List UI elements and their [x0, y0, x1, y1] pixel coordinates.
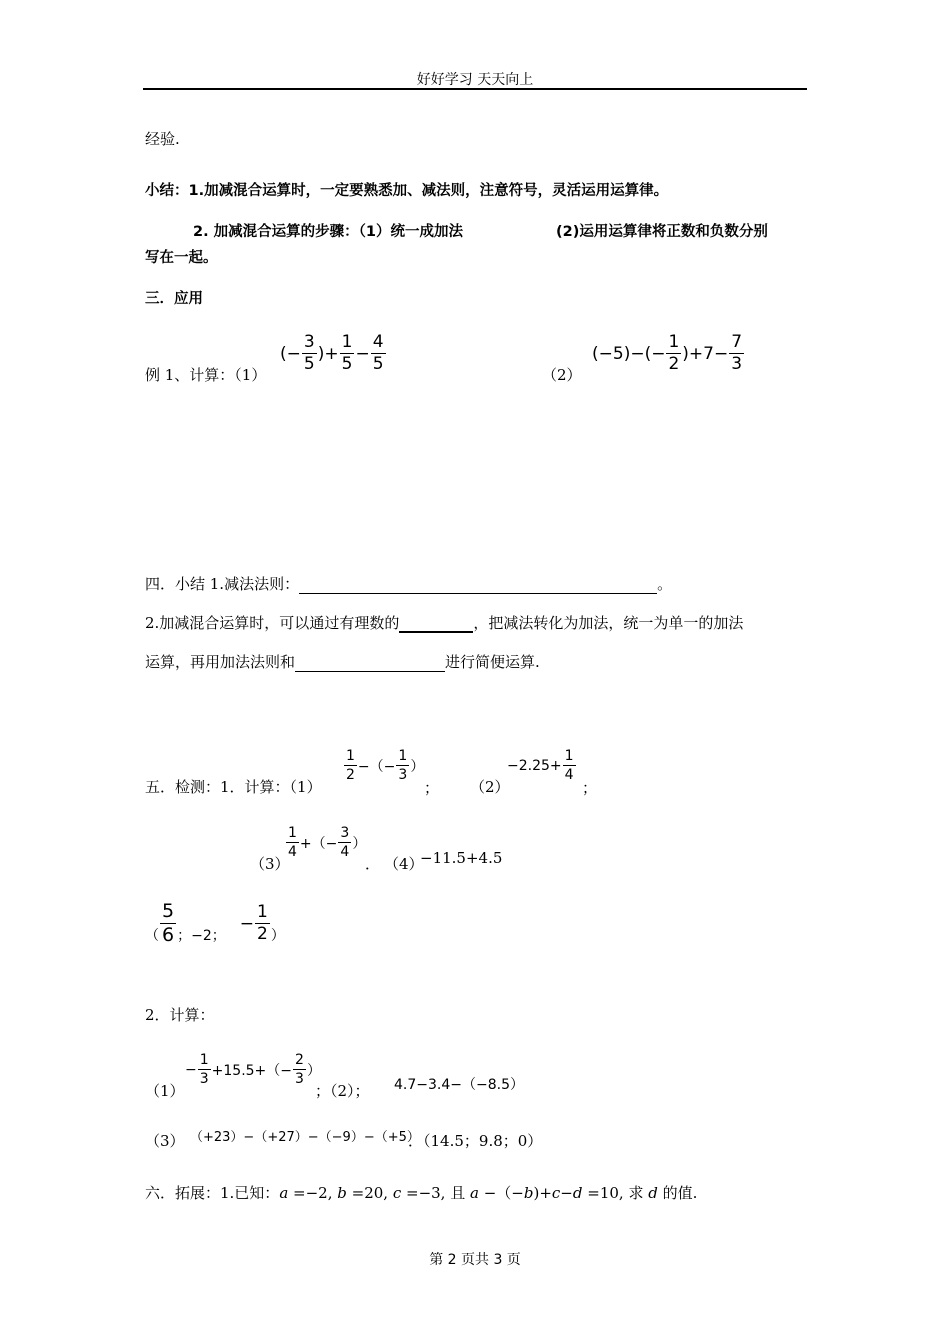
summary-line3: 写在一起。 [145, 250, 218, 266]
s5q1-frac2: $\frac{1}{3}$ [398, 748, 408, 783]
section6-t3: =−3, 且 [401, 1184, 470, 1202]
example1-label2: （2） [542, 366, 582, 384]
ex1p2-b: )+7− [682, 343, 729, 364]
page-footer: 第 2 页共 3 页 [429, 1252, 521, 1268]
ex1p1-frac1: $\frac{3}{5}$ [303, 332, 315, 374]
part2-sep: ；（2）； [315, 1082, 370, 1100]
var-a2: a [470, 1184, 479, 1202]
ex1p2-frac2: $\frac{7}{3}$ [731, 332, 743, 374]
example1-label: 例 1、计算：（1） [145, 366, 267, 384]
section4-line3-suffix: 进行简便运算. [445, 653, 540, 671]
section5-label3: （3） [250, 855, 290, 873]
part2-q3: （+23）−（+27）−（−9）−（+5） [190, 1130, 420, 1145]
section5-label2: （2） [470, 778, 510, 796]
part2-label3: （3） [145, 1132, 185, 1150]
section5-label: 五．检测：1．计算：（1） [145, 778, 322, 796]
s5q2-a: −2.25+ [507, 757, 562, 774]
var-d: d [572, 1184, 583, 1202]
section4-line2 [145, 612, 743, 633]
section5-sep1: ； [424, 779, 440, 797]
s5q1-close: ） [410, 758, 425, 775]
summary-line1: 小结：1.加减混合运算时，一定要熟悉加、减法则，注意符号，灵活运用运算律。 [145, 183, 669, 199]
section4-line1 [145, 573, 672, 594]
summary-line2a: 2. 加减混合运算的步骤：（1）统一成加法 [193, 224, 463, 240]
p2q1-close: ） [306, 1062, 321, 1079]
section5-q3 [285, 826, 366, 859]
ex1p2-frac1: $\frac{1}{2}$ [668, 332, 680, 374]
section5-q2 [507, 749, 577, 782]
s5ans-a2pre: − [239, 913, 254, 934]
summary-line2b: (2)运用运算律将正数和负数分别 [556, 224, 768, 240]
section6-t1: =−2, [288, 1184, 338, 1202]
var-a: a [279, 1184, 289, 1202]
section4-line3 [145, 651, 540, 672]
s5ans-close: ） [270, 928, 285, 944]
section4-line2-prefix: 2.加减混合运算时，可以通过有理数的 [145, 614, 400, 632]
s5q2-frac: $\frac{1}{4}$ [564, 748, 574, 783]
example1-problem1 [280, 334, 387, 373]
p2q1-frac2: $\frac{2}{3}$ [295, 1052, 304, 1087]
s5ans-open: （ [145, 928, 159, 944]
section5-q4: −11.5+4.5 [420, 849, 503, 867]
s5ans-s1: ；−2； [177, 928, 226, 944]
s5q1-mid: −（− [357, 758, 396, 775]
s5q3-frac2: $\frac{3}{4}$ [340, 825, 350, 860]
section6-prefix: 六．拓展：1.已知： [145, 1184, 280, 1202]
section6-t4: −（− [478, 1184, 524, 1202]
section3-title: 三．应用 [145, 291, 203, 307]
p2q1-frac1: $\frac{1}{3}$ [199, 1052, 209, 1087]
ex1p1-frac2: $\frac{1}{5}$ [341, 332, 353, 374]
s5q3-frac1: $\frac{1}{4}$ [288, 825, 297, 860]
section4-line2-suffix: ，把减法转化为加法，统一为单一的加法 [473, 614, 744, 632]
s5ans-frac1: $\frac{5}{6}$ [162, 900, 175, 946]
ex1p2-a: (−5)−(− [592, 343, 666, 364]
section6-line [145, 1182, 697, 1203]
part2-q1 [185, 1053, 321, 1086]
p2q1-pre: − [185, 1061, 197, 1078]
section6-t6: − [560, 1184, 573, 1202]
part2-label1: （1） [145, 1082, 185, 1100]
s5q1-frac1: $\frac{1}{2}$ [346, 748, 355, 783]
ex1p1-minus: − [355, 343, 370, 364]
part2-answers: ．（14.5；9.8；0） [408, 1132, 543, 1150]
section5-q1 [343, 749, 424, 782]
s5ans-frac2: $\frac{1}{2}$ [256, 902, 268, 944]
s5q3-close: ） [352, 835, 367, 852]
part2-title: 2．计算： [145, 1006, 215, 1024]
intro-text: 经验. [145, 130, 180, 148]
section6-t8: 的值. [657, 1184, 698, 1202]
header-rule [143, 88, 807, 90]
section4-line1-suffix: 。 [657, 575, 673, 593]
s5q3-mid: +（− [299, 835, 338, 852]
ex1p1-close: )+ [317, 343, 339, 364]
section6-t2: =20, [346, 1184, 393, 1202]
example1-problem2 [592, 334, 745, 373]
section6-t5: )+ [533, 1184, 552, 1202]
page-header: 好好学习 天天向上 [416, 72, 534, 88]
section6-t7: =10, 求 [582, 1184, 649, 1202]
var-b: b [337, 1184, 347, 1202]
part2-q2: 4.7−3.4−（−8.5） [394, 1077, 524, 1093]
var-d2: d [648, 1184, 658, 1202]
section4-line3-prefix: 运算，再用加法法则和 [145, 653, 296, 671]
var-c2: c [551, 1184, 561, 1202]
section5-sep2: ； [582, 779, 598, 797]
ex1p1-frac3: $\frac{4}{5}$ [372, 332, 384, 374]
blank-operation-laws[interactable] [295, 657, 445, 672]
section4-line1-prefix: 四．小结 1.减法法则： [145, 575, 300, 593]
blank-opposite-number[interactable] [399, 617, 473, 633]
section5-sep3: ． [365, 855, 381, 873]
blank-subtraction-rule[interactable] [299, 579, 657, 594]
ex1p1-open: (− [280, 343, 301, 364]
p2q1-mid: +15.5+（− [211, 1062, 293, 1079]
var-b2: b [523, 1184, 534, 1202]
var-c: c [392, 1184, 402, 1202]
section5-answers [145, 902, 285, 945]
section5-label4: （4） [384, 855, 424, 873]
